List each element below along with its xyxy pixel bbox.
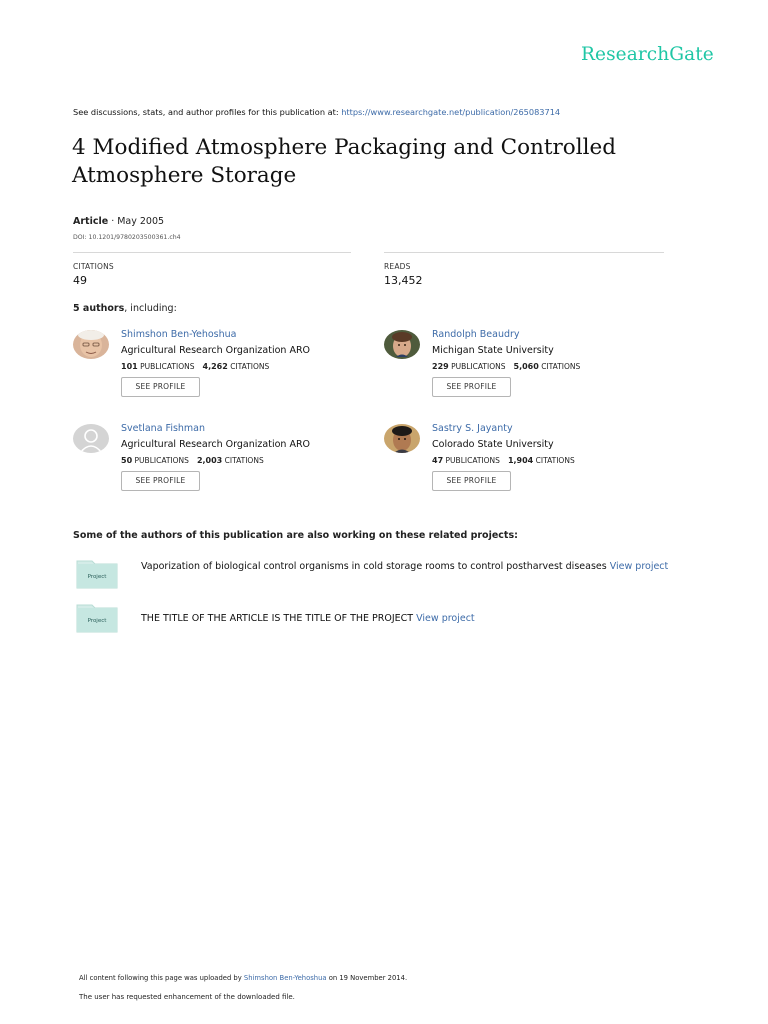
authors-heading	[73, 303, 177, 314]
author-stats	[432, 362, 580, 371]
author-institution: Michigan State University	[432, 345, 554, 356]
uploader-link[interactable]: Shimshon Ben-Yehoshua	[243, 974, 327, 982]
project-title: THE TITLE OF THE ARTICLE IS THE TITLE OF THE PROJECT	[141, 613, 417, 624]
enhancement-note: The user has requested enhancement of the downloaded file.	[79, 993, 295, 1001]
citations-label: CITATIONS	[73, 262, 114, 271]
author-name-link[interactable]: Svetlana Fishman	[121, 423, 206, 434]
researchgate-logo[interactable]: ResearchGate	[581, 44, 714, 65]
citations-label: CITATIONS	[224, 456, 264, 465]
project-text	[141, 611, 671, 627]
publication-type: Article	[73, 216, 109, 227]
see-profile-button[interactable]: SEE PROFILE	[121, 471, 200, 491]
publications-label: PUBLICATIONS	[445, 456, 500, 465]
citations-label: CITATIONS	[230, 362, 270, 371]
author-avatar[interactable]	[384, 424, 420, 453]
author-card	[384, 329, 684, 409]
author-institution: Agricultural Research Organization ARO	[121, 439, 311, 450]
citations-value: 49	[73, 274, 87, 287]
citations-label: CITATIONS	[541, 362, 581, 371]
project-folder-icon	[76, 559, 118, 589]
author-citations-count: 4,262	[202, 362, 228, 371]
view-project-link[interactable]: View project	[416, 613, 475, 624]
upload-suffix: on 19 November 2014.	[326, 974, 408, 982]
author-name-link[interactable]: Randolph Beaudry	[432, 329, 520, 340]
authors-suffix: , including:	[124, 303, 177, 314]
author-stats	[432, 456, 575, 465]
see-profile-button[interactable]: SEE PROFILE	[121, 377, 200, 397]
reads-label: READS	[384, 262, 411, 271]
publications-label: PUBLICATIONS	[451, 362, 506, 371]
project-icon-label: Project	[87, 574, 107, 580]
citations-label: CITATIONS	[535, 456, 575, 465]
project-text	[141, 559, 671, 575]
publication-doi: DOI: 10.1201/9780203500361.ch4	[73, 234, 181, 241]
upload-prefix: All content following this page was uploaded by	[79, 974, 244, 982]
author-name-link[interactable]: Sastry S. Jayanty	[432, 423, 513, 434]
publications-label: PUBLICATIONS	[134, 456, 189, 465]
author-publications-count: 50	[121, 456, 133, 465]
author-publications-count: 229	[432, 362, 449, 371]
upload-info	[79, 974, 407, 982]
view-project-link[interactable]: View project	[609, 561, 669, 572]
authors-count: 5 authors	[73, 303, 125, 314]
author-avatar-placeholder[interactable]	[73, 424, 109, 453]
related-projects-heading: Some of the authors of this publication are also working on these related projects:	[73, 530, 518, 541]
author-avatar[interactable]	[384, 330, 420, 359]
publication-date: · May 2005	[108, 216, 165, 227]
author-card	[73, 329, 373, 409]
discussions-text: See discussions, stats, and author profiles for this publication at:	[73, 107, 342, 117]
author-card	[73, 423, 373, 503]
citations-divider	[73, 252, 351, 253]
publication-meta	[73, 216, 164, 227]
see-profile-button[interactable]: SEE PROFILE	[432, 377, 511, 397]
discussions-line	[73, 107, 560, 117]
author-citations-count: 1,904	[507, 456, 534, 465]
reads-divider	[384, 252, 664, 253]
publication-url-link[interactable]: https://www.researchgate.net/publication/265083714	[341, 107, 561, 117]
reads-value: 13,452	[384, 274, 423, 287]
author-name-link[interactable]: Shimshon Ben-Yehoshua	[121, 329, 237, 340]
author-stats	[121, 362, 269, 371]
author-publications-count: 47	[432, 456, 444, 465]
project-folder-icon	[76, 603, 118, 633]
project-title: Vaporization of biological control organisms in cold storage rooms to control postharvest diseases	[141, 561, 610, 572]
project-icon-label: Project	[87, 618, 107, 624]
publication-title: 4 Modified Atmosphere Packaging and Controlled Atmosphere Storage	[72, 135, 616, 188]
author-citations-count: 2,003	[196, 456, 223, 465]
author-institution: Colorado State University	[432, 439, 554, 450]
author-institution: Agricultural Research Organization ARO	[121, 345, 311, 356]
author-card	[384, 423, 684, 503]
author-publications-count: 101	[121, 362, 138, 371]
author-avatar[interactable]	[73, 330, 109, 359]
author-stats	[121, 456, 264, 465]
see-profile-button[interactable]: SEE PROFILE	[432, 471, 511, 491]
publications-label: PUBLICATIONS	[140, 362, 195, 371]
author-citations-count: 5,060	[513, 362, 539, 371]
